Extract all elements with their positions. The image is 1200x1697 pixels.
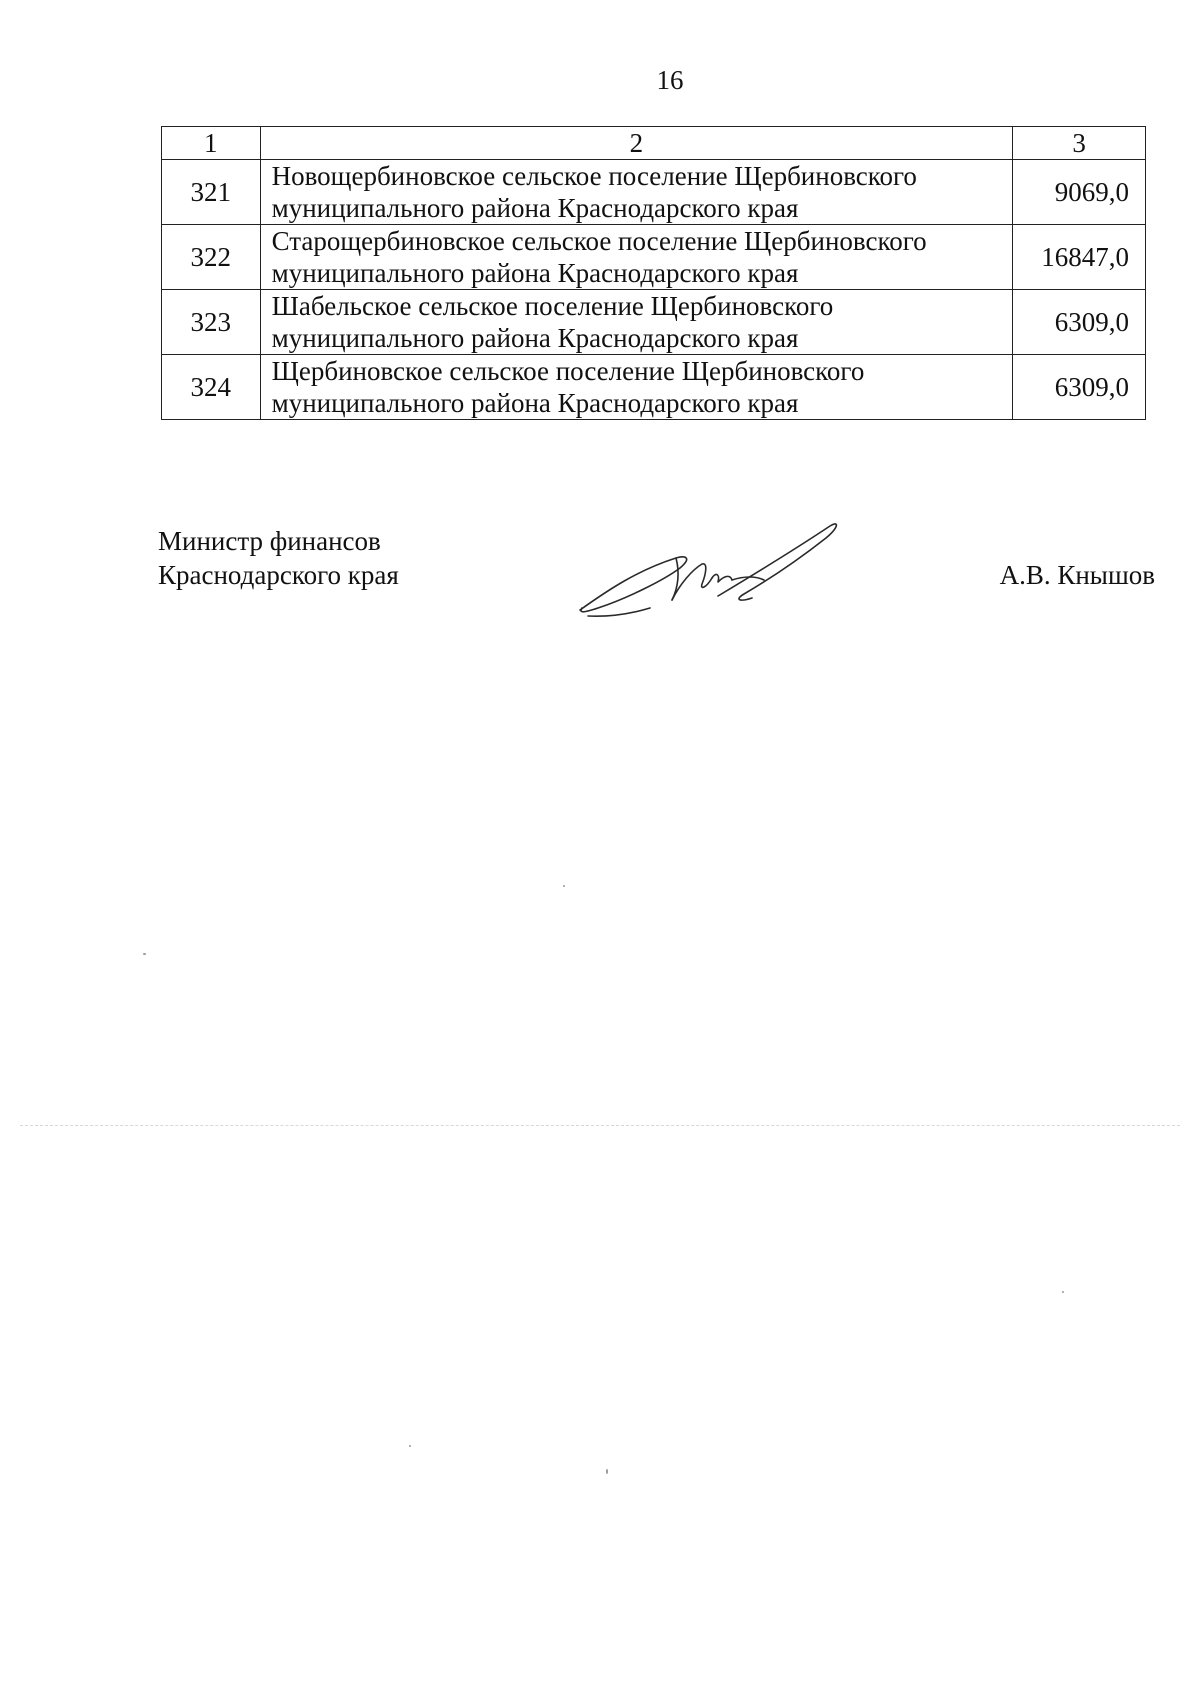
scan-speck bbox=[1062, 1291, 1064, 1293]
scan-speck bbox=[563, 885, 565, 887]
header-cell-column-1: 1 bbox=[162, 127, 261, 160]
settlement-name-line-2: муниципального района Краснодарского края bbox=[271, 258, 799, 288]
scan-speck bbox=[143, 953, 146, 955]
settlement-name-line-1: Щербиновское сельское поселение Щербиновского bbox=[271, 356, 865, 386]
scan-speck bbox=[606, 1469, 608, 1474]
settlement-name-line-1: Старощербиновское сельское поселение Щербиновского bbox=[271, 226, 927, 256]
settlement-name-line-2: муниципального района Краснодарского края bbox=[271, 193, 799, 223]
signatory-title-line-1: Министр финансов bbox=[158, 526, 381, 556]
settlement-name-line-1: Новощербиновское сельское поселение Щербиновского bbox=[271, 161, 917, 191]
scan-speck bbox=[409, 1445, 411, 1447]
row-number: 323 bbox=[162, 290, 261, 355]
signatory-title bbox=[158, 524, 399, 592]
table-header-row bbox=[162, 127, 1146, 160]
header-cell-column-3: 3 bbox=[1013, 127, 1146, 160]
settlement-name bbox=[260, 290, 1013, 355]
header-cell-column-2: 2 bbox=[260, 127, 1013, 160]
signatory-title-line-2: Краснодарского края bbox=[158, 560, 399, 590]
settlement-name bbox=[260, 225, 1013, 290]
settlement-name-line-2: муниципального района Краснодарского края bbox=[271, 323, 799, 353]
row-number: 322 bbox=[162, 225, 261, 290]
row-number: 321 bbox=[162, 160, 261, 225]
handwritten-signature bbox=[568, 518, 868, 628]
settlement-name bbox=[260, 160, 1013, 225]
settlement-name-line-2: муниципального района Краснодарского края bbox=[271, 388, 799, 418]
amount-value: 16847,0 bbox=[1013, 225, 1146, 290]
amount-value: 6309,0 bbox=[1013, 355, 1146, 420]
page-number: 16 bbox=[656, 65, 684, 95]
settlement-name bbox=[260, 355, 1013, 420]
row-number: 324 bbox=[162, 355, 261, 420]
signer-name: А.В. Кнышов bbox=[999, 560, 1155, 590]
table-row bbox=[162, 290, 1146, 355]
table-row bbox=[162, 355, 1146, 420]
settlement-name-line-1: Шабельское сельское поселение Щербиновского bbox=[271, 291, 834, 321]
scan-artifact-line bbox=[20, 1125, 1180, 1126]
table-row bbox=[162, 225, 1146, 290]
table-row bbox=[162, 160, 1146, 225]
amount-value: 6309,0 bbox=[1013, 290, 1146, 355]
amount-value: 9069,0 bbox=[1013, 160, 1146, 225]
allocation-table bbox=[161, 126, 1146, 420]
